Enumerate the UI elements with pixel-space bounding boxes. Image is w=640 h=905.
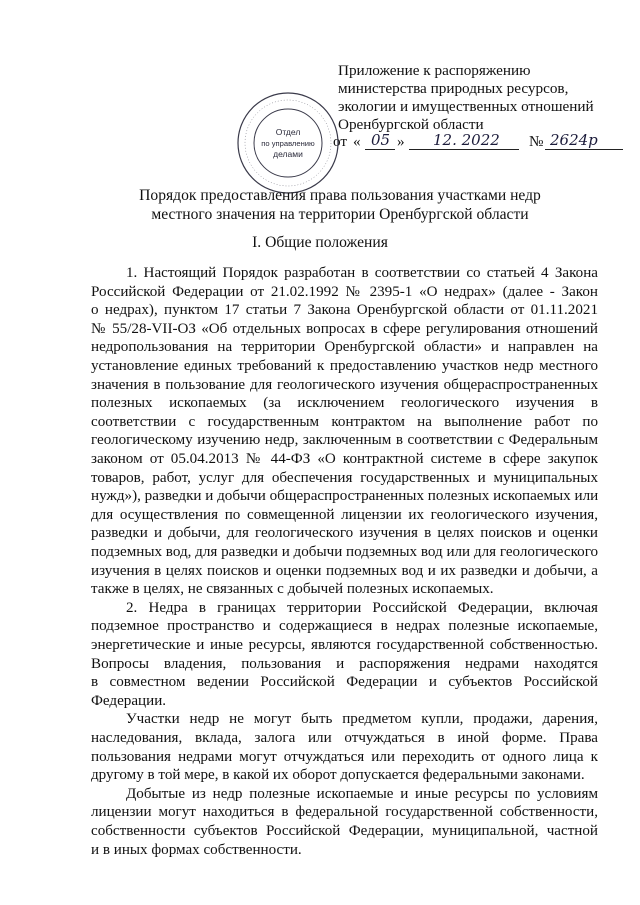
body-line: в совместном ведении Российской Федерации и субъектов Российской [91,674,598,691]
order-day: 05 [371,131,391,149]
stamp-text-2: по управлению [261,139,315,148]
title-line-2: местного значения на территории Оренбургской области [151,206,529,223]
order-month-year: 12. 2022 [433,131,500,149]
quote-open: « [353,133,361,150]
body-line: полезных ископаемых (за исключением геологического изучения в [91,395,598,412]
document-title [90,186,590,224]
month-underline [409,149,519,150]
body-line: Российской Федерации от 21.02.1992 № 2395-1 «О недрах» (далее - Закон [91,283,598,300]
body-line: нужд»), разведки и добычи общераспространенных полезных ископаемых или [91,488,599,505]
body-line: товаров, работ, услуг для обеспечения государственных и муниципальных [91,469,598,486]
order-date-number-row [333,131,633,153]
body-line: значения в пользование для геологического изучения общераспространенных [91,376,598,393]
order-number: 2624р [550,131,598,149]
body-line: подземное пространство и содержащиеся в недрах полезные ископаемые, [91,618,598,635]
quote-close: » [397,133,405,150]
body-line: № 55/28-VII-ОЗ «Об отдельных вопросах в сфере регулирования отношений [91,320,598,337]
number-sign: № [529,133,544,150]
body-line: разведки и добычи, для геологического изучения в целях поисков и оценки [91,525,598,542]
body-line: 2. Недра в границах территории Российской Федерации, включая [126,599,598,616]
body-line: геологическому изучению недр, заключенным в соответствии с Федеральным [91,432,598,449]
section-heading: I. Общие положения [252,234,388,251]
day-underline [365,149,395,150]
body-line: лицензии могут находиться в федеральной государственной собственности, [91,804,598,821]
appendix-line-3: экологии и имущественных отношений [338,98,594,115]
body-line: Участки недр не могут быть предметом купли, продажи, дарения, [126,711,598,728]
body-line: изучения в целях поисков и оценки подземных вод и их разведки и добычи, а [91,562,598,579]
body-line: Вопросы владения, пользования и распоряжения недрами находятся [91,655,598,672]
stamp-text-3: делами [273,149,303,159]
body-line: установление единых требований к предоставлению участков недр местного [91,358,598,374]
body-line: законом от 05.04.2013 № 44-ФЗ «О контрактной системе в сфере закупок [91,451,598,467]
body-line: о недрах), пунктом 17 статьи 7 Закона Оренбургской области от 01.11.2021 [91,302,598,319]
title-line-1: Порядок предоставления права пользования участками недр [139,187,541,204]
department-stamp [235,90,341,196]
body-line: подземных вод, для разведки и добычи подземных вод или для геологического [91,544,599,560]
body-line: недропользования на территории Оренбургской области» и направлен на [91,339,598,356]
body-line: для осуществления по совмещенной лицензии их геологического изучения, [91,506,598,523]
body-line: и в иных формах собственности. [91,841,302,858]
body-line: 1. Настоящий Порядок разработан в соответствии со статьей 4 Закона [126,265,598,281]
appendix-header [338,62,628,134]
body-line: собственности субъектов Российской Федерации, муниципальной, частной [91,823,598,839]
body-line: Федерации. [91,692,167,709]
body-line: Добытые из недр полезные ископаемые и иные ресурсы по условиям [126,785,598,802]
body-line: пользования недрами могут отчуждаться или переходить от одного лица к [91,748,598,765]
appendix-line-4: Оренбургской области [338,116,484,133]
stamp-text-1: Отдел [275,127,301,137]
appendix-line-2: министерства природных ресурсов, [338,80,569,97]
body-line: соответствии с государственным контрактом на выполнение работ по [91,413,598,430]
number-underline [545,149,623,150]
body-line: наследования, вклада, залога или отчуждаться в иной форме. Права [91,730,598,746]
date-prefix: от [333,133,348,150]
body-line: также в целях, не связанных с добычей полезных ископаемых. [91,581,494,598]
appendix-line-1: Приложение к распоряжению [338,62,531,79]
body-line: другому в той мере, в какой их оборот допускается федеральными законами. [91,767,585,784]
body-line: энергетические и иные ресурсы, являются государственной собственностью. [91,637,598,653]
